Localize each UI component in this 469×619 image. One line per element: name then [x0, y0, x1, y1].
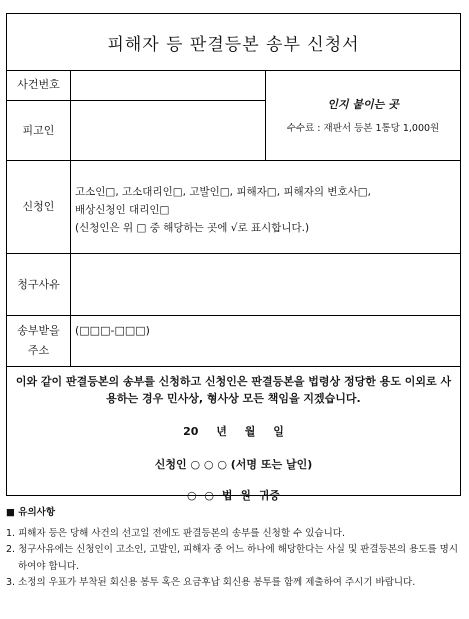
reason-label: 청구사유	[7, 254, 71, 315]
applicant-options-line1: 고소인□, 고소대리인□, 고발인□, 피해자□, 피해자의 변호사□,	[75, 186, 371, 198]
applicant-row	[7, 161, 460, 254]
stamp-box	[265, 70, 460, 161]
address-label	[7, 316, 71, 366]
case-number-row	[7, 70, 265, 101]
court-line: ○ ○ 법 원 귀중	[186, 489, 281, 502]
defendant-field[interactable]	[71, 101, 265, 160]
address-label-line1: 송부받을	[17, 324, 60, 337]
applicant-label: 신청인	[7, 161, 71, 253]
defendant-row	[7, 101, 265, 161]
notes-section	[6, 505, 461, 592]
date-line[interactable]: 20 년 월 일	[183, 425, 284, 438]
defendant-label: 피고인	[7, 101, 71, 160]
application-form	[6, 13, 461, 502]
note-item: 1. 피해자 등은 당해 사건의 선고일 전에도 판결등본의 송부를 신청할 수 있습니다.	[6, 527, 345, 539]
applicant-options[interactable]	[71, 161, 460, 253]
case-number-label: 사건번호	[7, 70, 71, 100]
reason-field[interactable]	[71, 254, 460, 315]
applicant-options-line3: (신청인은 위 □ 중 해당하는 곳에 √로 표시합니다.)	[75, 222, 310, 234]
stamp-box-title: 인지 붙이는 곳	[327, 98, 399, 111]
declaration-section	[7, 367, 460, 502]
note-item: 2. 청구사유에는 신청인이 고소인, 고발인, 피해자 중 어느 하나에 해당한다는 사실 및 판결등본의 용도를 명시하여야 합니다.	[6, 544, 458, 572]
declaration-text: 이와 같이 판결등본의 송부를 신청하고 신청인은 판결등본을 법령상 정당한 용도 이외로 사용하는 경우 민사상, 형사상 모든 책임을 지겠습니다.	[15, 375, 452, 405]
address-label-line2: 주소	[27, 344, 50, 357]
applicant-options-line2: 배상신청인 대리인□	[75, 204, 170, 216]
address-field[interactable]	[71, 316, 460, 366]
address-row	[7, 316, 460, 367]
reason-row	[7, 254, 460, 316]
stamp-fee-text: 수수료 : 재판서 등본 1통당 1,000원	[286, 123, 440, 134]
zip-placeholder: (□□□-□□□)	[75, 324, 150, 337]
form-title: 피해자 등 판결등본 송부 신청서	[7, 14, 460, 71]
notes-title: ■ 유의사항	[6, 507, 55, 518]
signature-line[interactable]: 신청인 ○ ○ ○ (서명 또는 날인)	[154, 458, 313, 471]
case-number-field[interactable]	[71, 70, 265, 100]
note-item: 3. 소정의 우표가 부착된 회신용 봉투 혹은 요금후납 회신용 봉투를 함께 제출하여 주시기 바랍니다.	[6, 577, 416, 588]
